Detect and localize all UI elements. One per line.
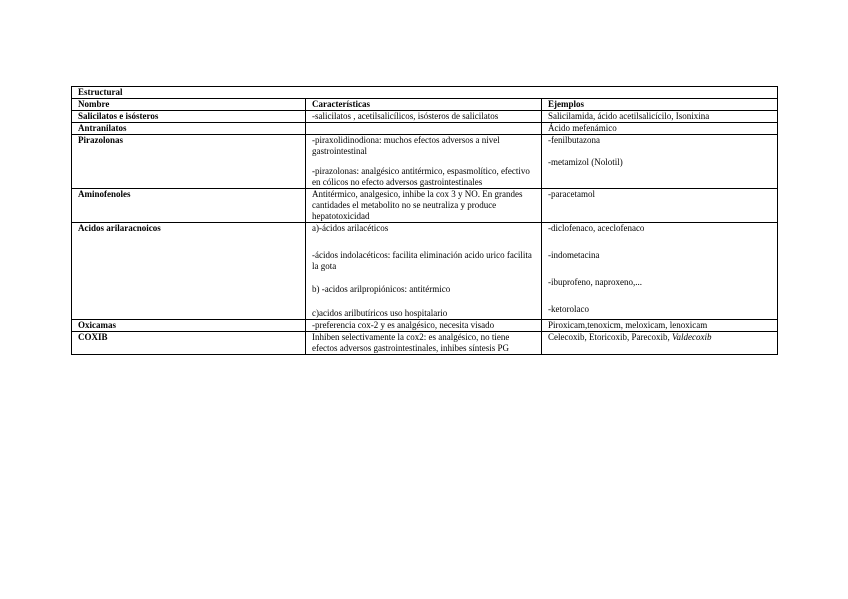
table-row <box>72 189 778 223</box>
row-text: Antitérmico, analgesico, inhibe la cox 3 y NO. En grandes cantidades el metabolito no se neutraliza y produce hepatotoxicidad <box>312 189 523 221</box>
row-text: Ácido mefenámico <box>548 123 617 133</box>
row-text: -indometacina <box>548 250 600 260</box>
row-nombre: Acidos arilaracnoicos <box>72 223 306 320</box>
row-ejemplos <box>542 320 778 332</box>
row-text: -ketorolaco <box>548 304 589 314</box>
row-text: c)acidos arilbutíricos uso hospitalario <box>312 308 448 318</box>
table-row <box>72 111 778 123</box>
row-text: -metamizol (Nolotil) <box>548 157 623 167</box>
drug-classification-table <box>71 86 778 355</box>
header-row <box>72 99 778 111</box>
row-ejemplos <box>542 223 778 320</box>
row-ejemplos <box>542 135 778 189</box>
row-text: Inhiben selectivamente la cox2: es analgésico, no tiene efectos adversos gastrointestinales, inhibes síntesis PG <box>312 332 510 353</box>
table-row <box>72 135 778 189</box>
row-text: -diclofenaco, aceclofenaco <box>548 223 645 233</box>
row-text: -ácidos indolacéticos: facilita eliminación acido urico facilita la gota <box>312 250 532 271</box>
row-text: b) -acidos arilpropiónicos: antitérmico <box>312 284 451 294</box>
row-text: -paracetamol <box>548 189 595 199</box>
row-text: a)-ácidos arilacéticos <box>312 223 389 233</box>
row-text: -piraxolidinodiona: muchos efectos adversos a nivel gastrointestinal <box>312 135 500 156</box>
row-text: -fenilbutazona <box>548 135 600 145</box>
row-nombre: Aminofenoles <box>72 189 306 223</box>
row-caracteristicas <box>306 123 542 135</box>
row-text: Piroxicam,tenoxicm, meloxicam, lenoxicam <box>548 320 708 330</box>
row-caracteristicas <box>306 189 542 223</box>
header-caracteristicas: Características <box>306 99 542 111</box>
row-nombre: COXIB <box>72 332 306 355</box>
table-row <box>72 223 778 320</box>
row-text: -salicilatos , acetilsalicílicos, isósteros de salicilatos <box>312 111 499 121</box>
row-text: -preferencia cox-2 y es analgésico, necesita visado <box>312 320 495 330</box>
row-ejemplos <box>542 111 778 123</box>
row-nombre: Pirazolonas <box>72 135 306 189</box>
row-caracteristicas <box>306 223 542 320</box>
row-nombre: Oxicamas <box>72 320 306 332</box>
row-caracteristicas <box>306 111 542 123</box>
table-row <box>72 332 778 355</box>
examples-text: Celecoxib, Etoricoxib, Parecoxib, <box>548 332 672 342</box>
row-ejemplos <box>542 189 778 223</box>
row-nombre: Antranilatos <box>72 123 306 135</box>
title-row <box>72 87 778 99</box>
table-row <box>72 123 778 135</box>
row-text <box>548 332 772 343</box>
examples-italic-text: Valdecoxib <box>671 332 712 342</box>
table-title: Estructural <box>72 87 778 99</box>
row-caracteristicas <box>306 135 542 189</box>
row-caracteristicas <box>306 332 542 355</box>
row-ejemplos <box>542 123 778 135</box>
header-nombre: Nombre <box>72 99 306 111</box>
header-ejemplos: Ejemplos <box>542 99 778 111</box>
row-caracteristicas <box>306 320 542 332</box>
row-text: Salicilamida, ácido acetilsalicícilo, Isonixina <box>548 111 710 121</box>
row-nombre: Salicilatos e isósteros <box>72 111 306 123</box>
row-text: -ibuprofeno, naproxeno,... <box>548 277 642 287</box>
table-row <box>72 320 778 332</box>
row-text: -pirazolonas: analgésico antitérmico, espasmolítico, efectivo en cólicos no efecto adversos gastrointestinales <box>312 166 530 187</box>
row-ejemplos <box>542 332 778 355</box>
